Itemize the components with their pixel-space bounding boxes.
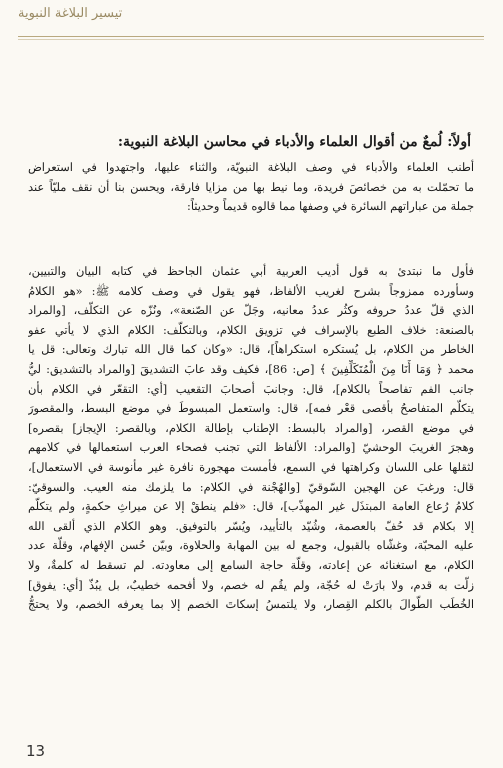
text-line: زلّت به قدم، ولا بارَتْ له حُجّة، ولم يقُم له خصم، ولا أفحمه خطيبٌ، بل يبُذّ [أي: يفوق] (28, 577, 474, 592)
text-line: الخُطَب الطّوالَ بالكلم القِصار، ولا يلتمسُ إسكاتَ الخصم إلا بما يعرفه الخصم، ولا يحتجُّ (28, 597, 474, 612)
text-line: أطنب العلماء والأدباء في وصف البلاغة النبويّة، والثناء عليها، واجتهدوا في استعراض (28, 160, 474, 174)
text-line: يتكلّم المتفاصحُ بأقصى قعْر فمه]، قال: واستعمل المبسوطَ في موضع البسط، والمقصورَ (28, 401, 474, 416)
text-line: الكلام، مع استغنائه عن إعادته، وقلّة حاجة السامع إلى معاودته. لم تسقط له كلمةٌ، ولا (28, 557, 474, 572)
paragraph-jahiz-quote (28, 262, 474, 734)
section-heading: أولاً: لُمعٌ من أقوال العلماء والأدباء في محاسن البلاغة النبوية: (117, 134, 471, 150)
text-line: في موضع القصر، [والمراد بالبسط: الإطناب بإطالة الكلام، وبالقصر: الإيجاز] بقصره] (28, 420, 474, 435)
text-line: فأول ما نبتدئ به قول أديب العربية أبي عثمان الجاحظ في كتابه البيان والتبيين، (28, 264, 474, 278)
running-header-title: تيسير البلاغة النبوية (18, 6, 123, 21)
text-line: محمد ﴿ وَمَا أَنَا مِنَ الْمُتَكَلِّفِينَ ﴾ [ص: 86]، فكيف وقد عابَ التشديقَ [والمراد بالتشديق: ليُّ (28, 361, 474, 376)
text-line: الذي قلّ عددُ حروفه وكثُر عددُ معانيه، وجَلّ عن الصّنعة»، ونُزّه عن التكلّف، [والمراد (28, 303, 474, 318)
text-line: لثقلها على اللسان وكراهتها في السمع، فأمست مهجورة نافرة غير مأنوسة في الاستعمال]، (28, 459, 474, 474)
text-line: بالصنعة: خلاف الطبع بالإسراف في تزويق الكلام، وبالتكلّف: الكلام الذي لا يأتي عفو (28, 322, 474, 337)
page-number: 13 (26, 742, 46, 760)
paragraph-intro (28, 158, 474, 250)
text-line: جملة من عباراتهم السائرة في وصفها مما قالوه قديماً وحديثاً: (186, 199, 474, 214)
header-rule (18, 36, 484, 37)
text-line: وسأورده ممزوجاً بشرح لغريب الألفاظ، فهو يقول في وصف كلامه ﷺ: «هو الكلامُ (28, 283, 474, 298)
text-line: وهجرَ الغريبَ الوحشيّ [والمراد: الألفاظ التي تجنب فصحاء العرب استعمالها في كلامهم (28, 440, 474, 455)
text-line: إلا بكلام قد حُفّ بالعصمة، وشُيّد بالتأييد، ويُسّر بالتوفيق. وهو الكلام الذي ألقى الله (28, 518, 474, 533)
text-line: ما تحمّلت به من خصائصَ فريدة، وما نيط بها من مزايا فارقة، ويحسن بنا أن نقف مليّاً عند (28, 179, 474, 194)
text-line: جانب الفم تفاصحاً بالكلام]، قال: وجانبَ أصحابَ التقعيب [أي: التقعّر في الكلام بأن (28, 381, 474, 396)
text-line: كلامُ رُعاع العامة المبتذَل غير المهذّب]، قال: «فلم ينطقْ إلا عن ميراثِ حكمةٍ، ولم يتكلّم (28, 499, 474, 514)
text-line: عليه المحبّة، وغشّاه بالقبول، وجمع له بين المهابة والحلاوة، وبيّن حُسن الإفهام، وقلّة عدد (28, 538, 474, 553)
text-line: قال: ورغبَ عن الهجين السّوقيّ [والهُجْنة في الكلام: ما يلزمك منه العيب. والسوقيّ: (28, 479, 474, 494)
header-rule-secondary (18, 39, 484, 40)
text-line: الخاطر من الكلام، بل يُستكره استكراهاً]، قال: «وكان كما قال الله تبارك وتعالى: قل يا (28, 342, 474, 357)
